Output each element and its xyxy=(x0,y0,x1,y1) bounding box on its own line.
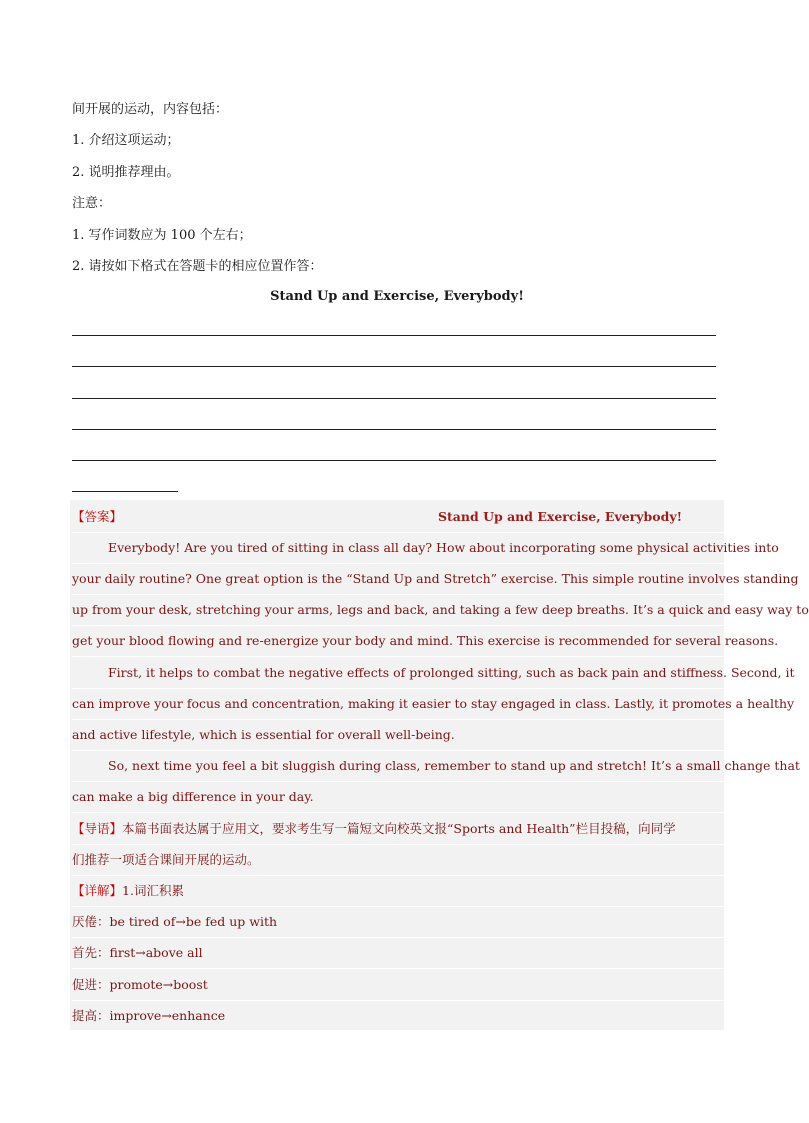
answer-line: get your blood flowing and re-energize your body and mind. This exercise is recommended for several reasons. xyxy=(72,626,724,657)
answer-line: up from your desk, stretching your arms, legs and back, and taking a few deep breaths. It’s a quick and easy way to xyxy=(72,595,724,626)
detail-tag: 【详解】 xyxy=(72,883,123,898)
detail-row xyxy=(72,876,724,907)
answer-line: Everybody! Are you tired of sitting in class all day? How about incorporating some physical activities into xyxy=(72,533,760,564)
answer-line: So, next time you feel a bit sluggish during class, remember to stand up and stretch! It’s a small change that xyxy=(72,751,760,782)
prompt-line: 注意： xyxy=(72,196,112,211)
guide-row: 们推荐一项适合课间开展的运动。 xyxy=(72,845,724,876)
answer-line: and active lifestyle, which is essential for overall well-being. xyxy=(72,720,724,751)
essay-title: Stand Up and Exercise, Everybody! xyxy=(270,289,524,304)
answer-tag: 【答案】 xyxy=(72,509,123,524)
prompt-line: 1. 写作词数应为 100 个左右； xyxy=(72,228,252,243)
prompt-line: 2. 请按如下格式在答题卡的相应位置作答： xyxy=(72,259,323,274)
writing-line xyxy=(72,398,716,399)
writing-line xyxy=(72,460,716,461)
answer-title: Stand Up and Exercise, Everybody! xyxy=(438,509,683,524)
prompt-line: 1. 介绍这项运动； xyxy=(72,133,180,148)
vocab-item: 首先：first→above all xyxy=(72,938,724,969)
guide-tag: 【导语】 xyxy=(72,821,123,836)
answer-header-row xyxy=(72,502,724,533)
answer-line: can improve your focus and concentration, making it easier to stay engaged in class. Lastly, it promotes a healthy xyxy=(72,689,724,720)
answer-line: your daily routine? One great option is the “Stand Up and Stretch” exercise. This simple routine involves standing xyxy=(72,564,724,595)
vocab-item: 提高：improve→enhance xyxy=(72,1001,724,1032)
detail-heading: 1.词汇积累 xyxy=(122,883,184,898)
writing-line xyxy=(72,335,716,336)
vocab-item: 厌倦：be tired of→be fed up with xyxy=(72,907,724,938)
guide-row xyxy=(72,814,724,845)
guide-text: 本篇书面表达属于应用文，要求考生写一篇短文向校英文报“Sports and Health”栏目投稿，向同学 xyxy=(122,821,676,836)
answer-section xyxy=(70,500,809,1030)
prompt-line: 间开展的运动，内容包括： xyxy=(72,102,229,117)
writing-line xyxy=(72,366,716,367)
answer-line: can make a big difference in your day. xyxy=(72,782,724,813)
writing-line xyxy=(72,429,716,430)
prompt-line: 2. 说明推荐理由。 xyxy=(72,165,180,180)
answer-line: First, it helps to combat the negative effects of prolonged sitting, such as back pain and stiffness. Second, it xyxy=(72,658,760,689)
vocab-item: 促进：promote→boost xyxy=(72,970,724,1001)
writing-line-short xyxy=(72,491,178,492)
